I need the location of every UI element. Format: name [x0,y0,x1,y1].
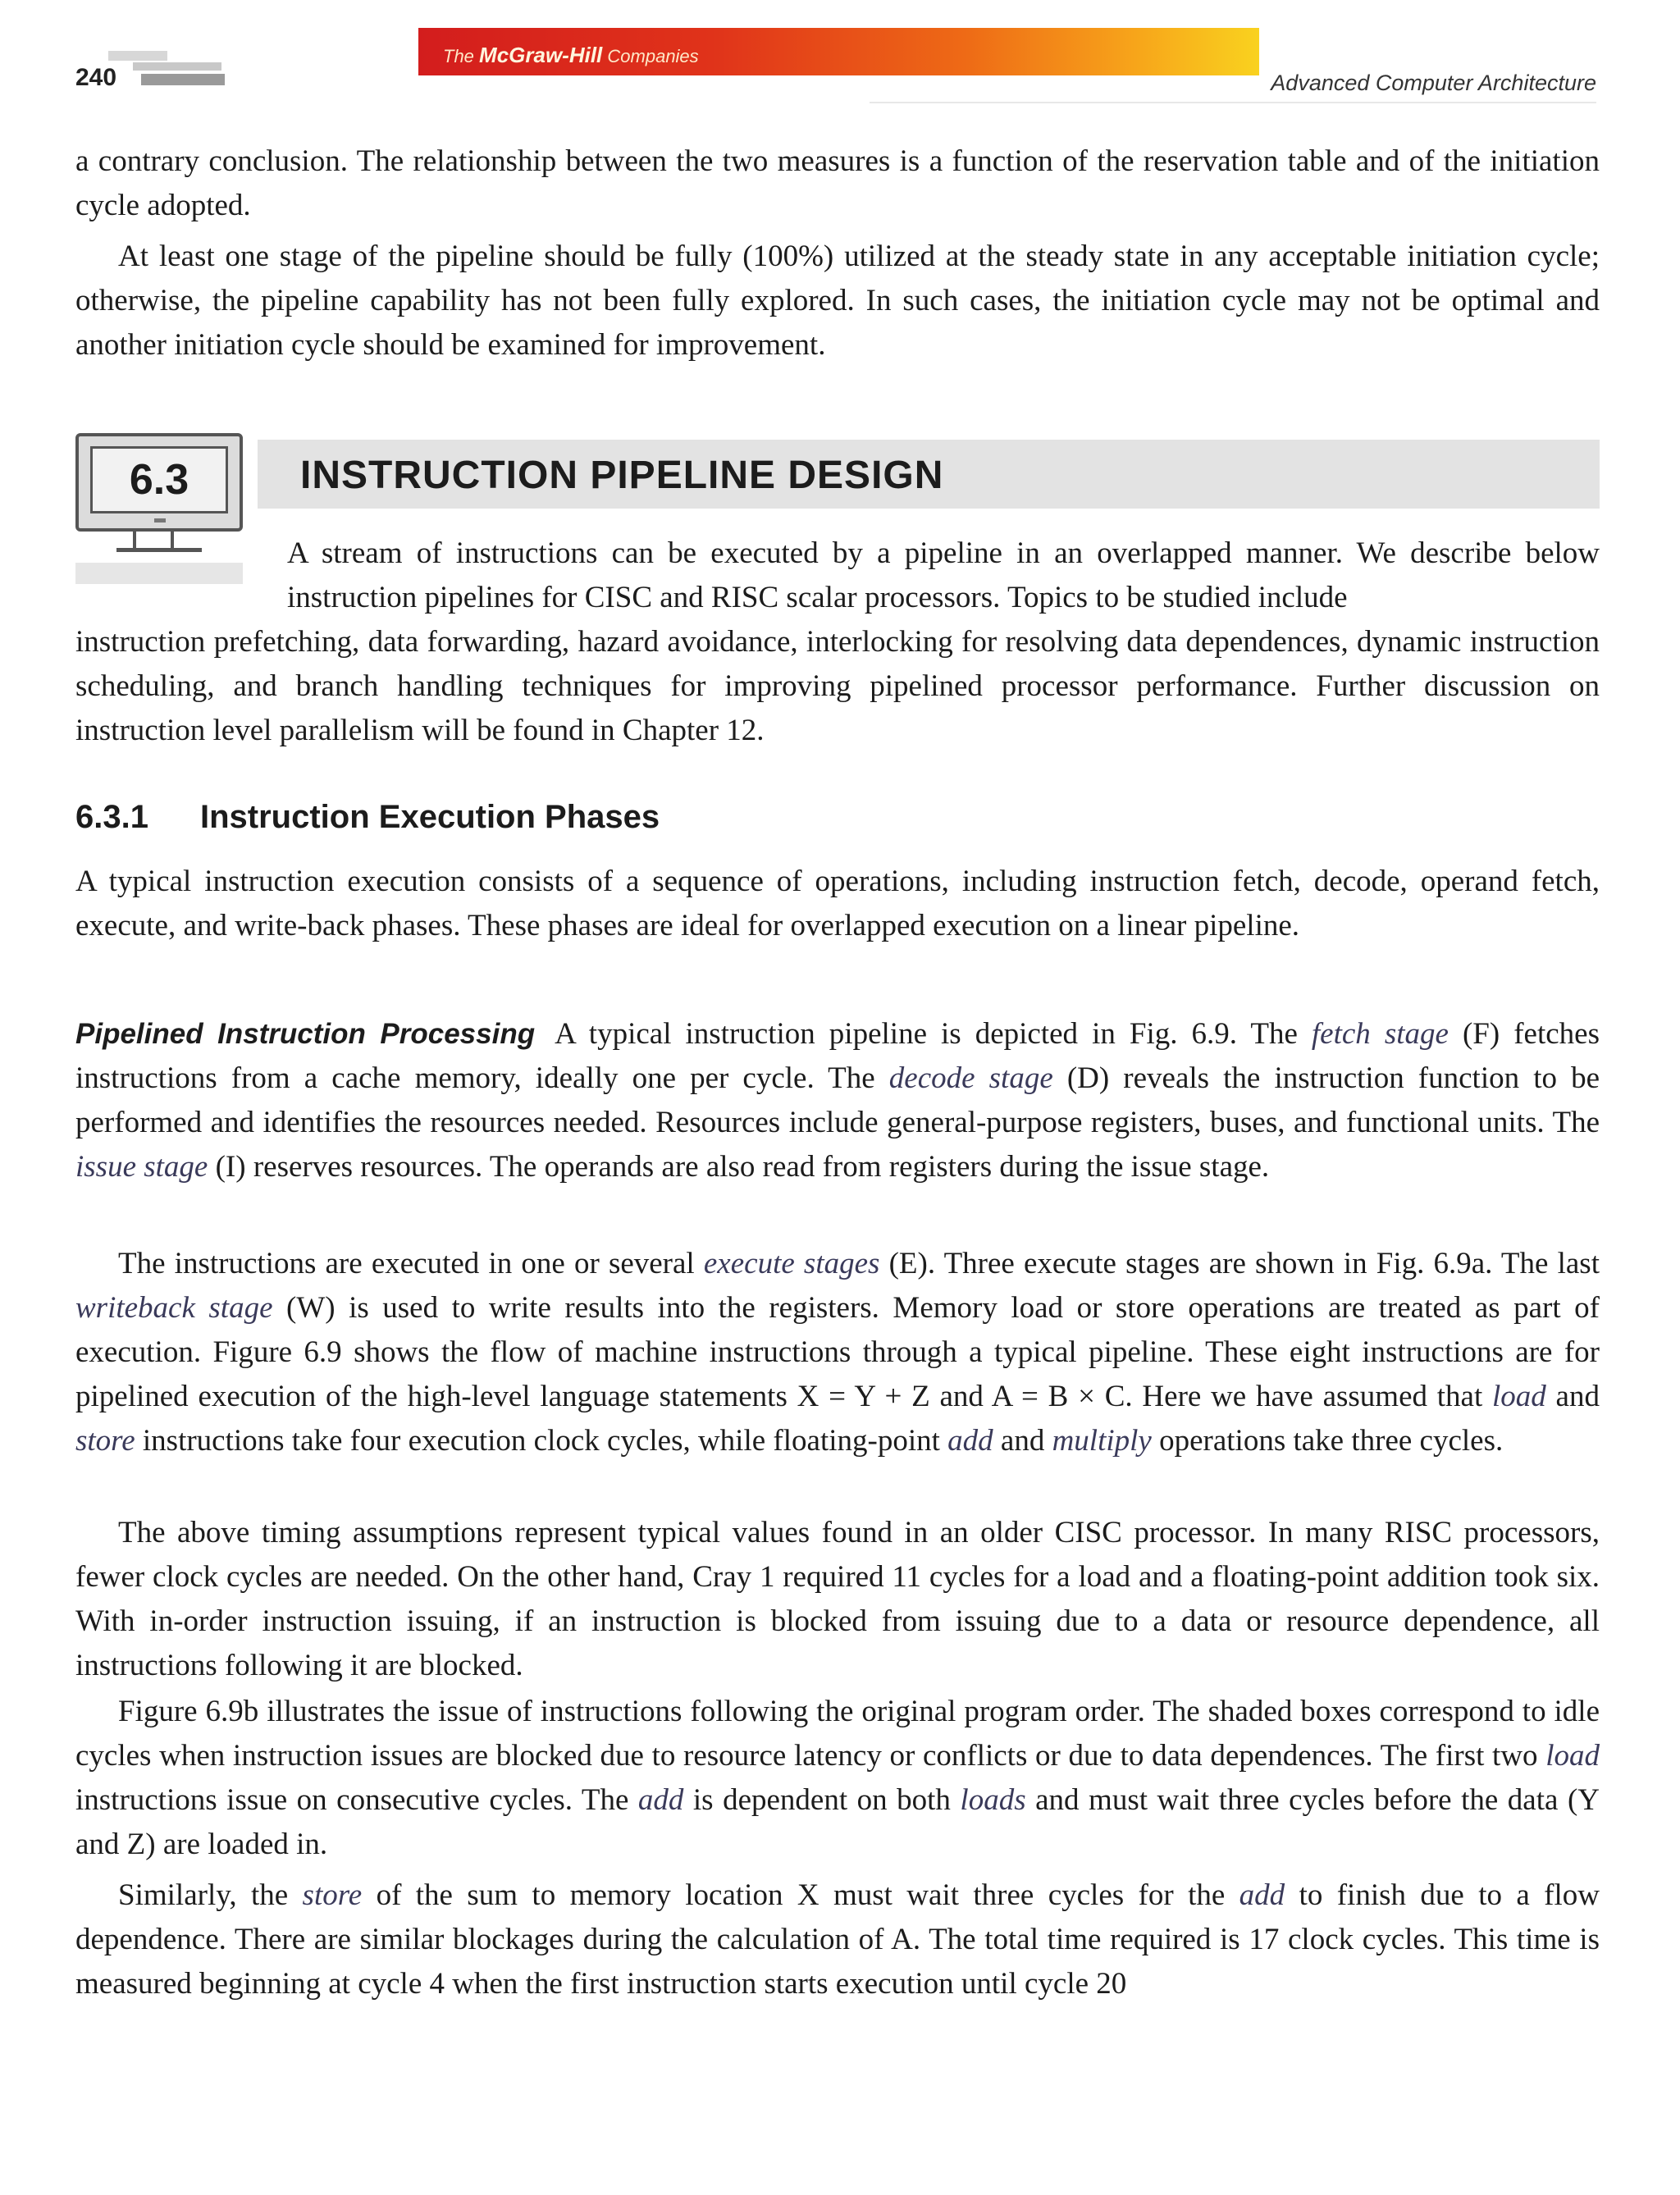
paragraph-execute-stages: The instructions are executed in one or several execute stages (E). Three execute stages are shown in Fig. 6.9a. The last writeback stage (W) is used to write results into the registers. Memory load or store operations are treated as part of execution. Figure 6.9 shows the flow of machine instructions through a typical pipeline. These eight instructions are for pipelined execution of the high-level language statements X = Y + Z and A = B × C. Here we have assumed that load and store instructions take four execution clock cycles, while floating-point add and multiply operations take three cycles. [75,1247,1600,1458]
publisher-logo: The McGraw-Hill Companies [443,43,699,67]
section-intro-continued: instruction prefetching, data forwarding, hazard avoidance, interlocking for resolving data dependences, dynamic instruction scheduling, and branch handling techniques for improving pipelined processor performance. Further discussion on instruction level parallelism will be found in Chapter 12. [75,625,1600,747]
section-title: INSTRUCTION PIPELINE DESIGN [300,454,944,497]
paragraph-figure-69b: Figure 6.9b illustrates the issue of instructions following the original program order. The shaded boxes correspond to idle cycles when instruction issues are blocked due to resource latency or conflicts or due to data dependences. The first two load instructions issue on consecutive cycles. The add is dependent on both loads and must wait three cycles before the data (Y and Z) are loaded in. [75,1695,1600,1861]
subsection-number: 6.3.1 [75,799,148,835]
book-title: Advanced Computer Architecture [1271,71,1596,95]
monitor-shadow [75,563,243,584]
monitor-indicator [154,518,166,523]
paragraph-continued: a contrary conclusion. The relationship between the two measures is a function of the reservation table and of the initiation cycle adopted. [75,144,1600,222]
paragraph-lead-title: Pipelined Instruction Processing [75,1018,536,1050]
page-number: 240 [75,64,117,91]
paragraph-pipelined-processing: Pipelined Instruction Processing A typical instruction pipeline is depicted in Fig. 6.9. The fetch stage (F) fetches instructions from a cache memory, ideally one per cycle. The decode stage (D) reveals the instruction function to be performed and identifies the resources needed. Resources include general-purpose registers, buses, and functional units. The issue stage (I) reserves resources. The operands are also read from registers during the issue stage. [75,1017,1600,1184]
section-number: 6.3 [90,446,228,513]
paragraph-execution-phases: A typical instruction execution consists of a sequence of operations, including instruction fetch, decode, operand fetch, execute, and write-back phases. These phases are ideal for overlapped execution on a linear pipeline. [75,865,1600,942]
monitor-stand [133,532,174,548]
header-rule [870,102,1596,103]
section-intro-wrapped: A stream of instructions can be executed by a pipeline in an overlapped manner. We describe below instruction pipelines for CISC and RISC scalar processors. Topics to be studied include [287,536,1600,614]
paragraph-store-blockage: Similarly, the store of the sum to memory location X must wait three cycles for the add to finish due to a flow dependence. There are similar blockages during the calculation of A. The total time required is 17 clock cycles. This time is measured beginning at cycle 4 when the first instruction starts execution until cycle 20 [75,1878,1600,2001]
header-decor-bar [133,62,221,71]
subsection-title: Instruction Execution Phases [200,799,660,835]
header-decor-bar [141,74,225,85]
paragraph-timing-assumptions: The above timing assumptions represent typical values found in an older CISC processor. In many RISC processors, fewer clock cycles are needed. On the other hand, Cray 1 required 11 cycles for a load and a floating-point addition took six. With in-order instruction issuing, if an instruction is blocked from issuing due to a data or resource dependence, all instructions following it are blocked. [75,1516,1600,1682]
subsection-heading [75,799,660,836]
monitor-base [116,548,202,552]
header-decor-bar [108,51,167,61]
paragraph-utilization: At least one stage of the pipeline should be fully (100%) utilized at the steady state in any acceptable initiation cycle; otherwise, the pipeline capability has not been fully explored. In such cases, the initiation cycle may not be optimal and another initiation cycle should be examined for improvement. [75,240,1600,362]
section-number-monitor-icon [75,433,243,532]
